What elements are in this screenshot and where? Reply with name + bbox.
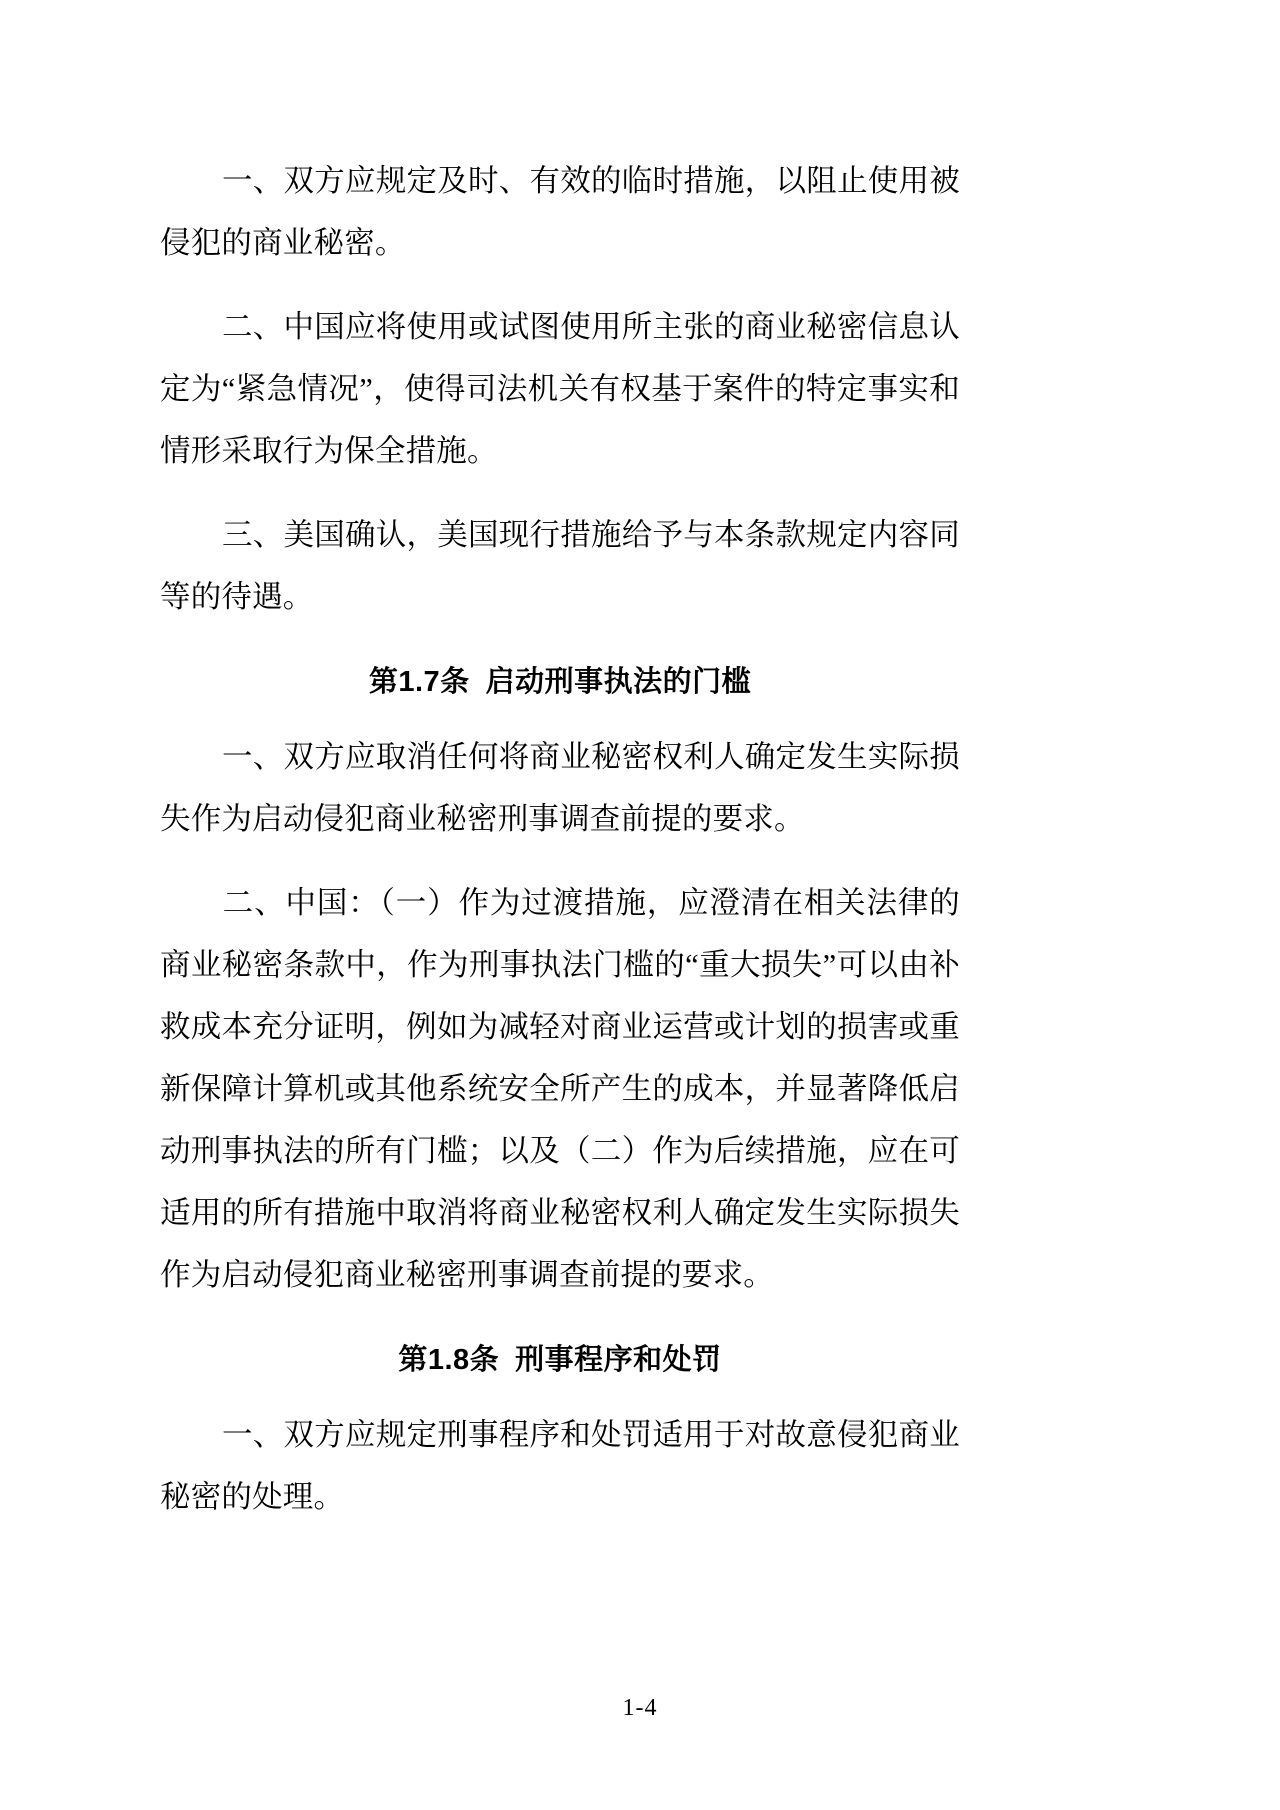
paragraph-1-7-2 [160, 872, 960, 1306]
paragraph-1-6-2 [160, 296, 960, 482]
page-number: 1-4 [622, 1695, 658, 1721]
paragraph-1-8-1 [160, 1404, 960, 1528]
section-number: 第1.8条 [398, 1344, 500, 1376]
paragraph-text: 一、双方应取消任何将商业秘密权利人确定发生实际损失作为启动侵犯商业秘密刑事调查前提的要求。 [160, 740, 960, 836]
paragraph-text: 一、双方应规定及时、有效的临时措施，以阻止使用被侵犯的商业秘密。 [160, 164, 960, 260]
paragraph-text: 二、中国应将使用或试图使用所主张的商业秘密信息认定为“紧急情况”，使得司法机关有权基于案件的特定事实和情形采取行为保全措施。 [160, 310, 960, 468]
section-heading-1-7 [160, 656, 960, 708]
paragraph-text: 三、美国确认，美国现行措施给予与本条款规定内容同等的待遇。 [160, 518, 960, 614]
section-number: 第1.7条 [368, 666, 470, 698]
paragraph-text: 一、双方应规定刑事程序和处罚适用于对故意侵犯商业秘密的处理。 [160, 1418, 960, 1514]
paragraph-text: 二、中国：（一）作为过渡措施，应澄清在相关法律的商业秘密条款中，作为刑事执法门槛的“重大损失”可以由补救成本充分证明，例如为减轻对商业运营或计划的损害或重新保障计算机或其他系统安全所产生的成本，并显著降低启动刑事执法的所有门槛；以及（二）作为后续措施，应在可适用的所有措施中取消将商业秘密权利人确定发生实际损失作为启动侵犯商业秘密刑事调查前提的要求。 [160, 886, 960, 1292]
section-heading-1-8 [160, 1334, 960, 1386]
page-body [160, 150, 960, 1538]
section-title: 刑事程序和处罚 [515, 1344, 722, 1376]
section-title: 启动刑事执法的门槛 [485, 666, 752, 698]
paragraph-1-6-1 [160, 150, 960, 274]
paragraph-1-7-1 [160, 726, 960, 850]
paragraph-1-6-3 [160, 504, 960, 628]
